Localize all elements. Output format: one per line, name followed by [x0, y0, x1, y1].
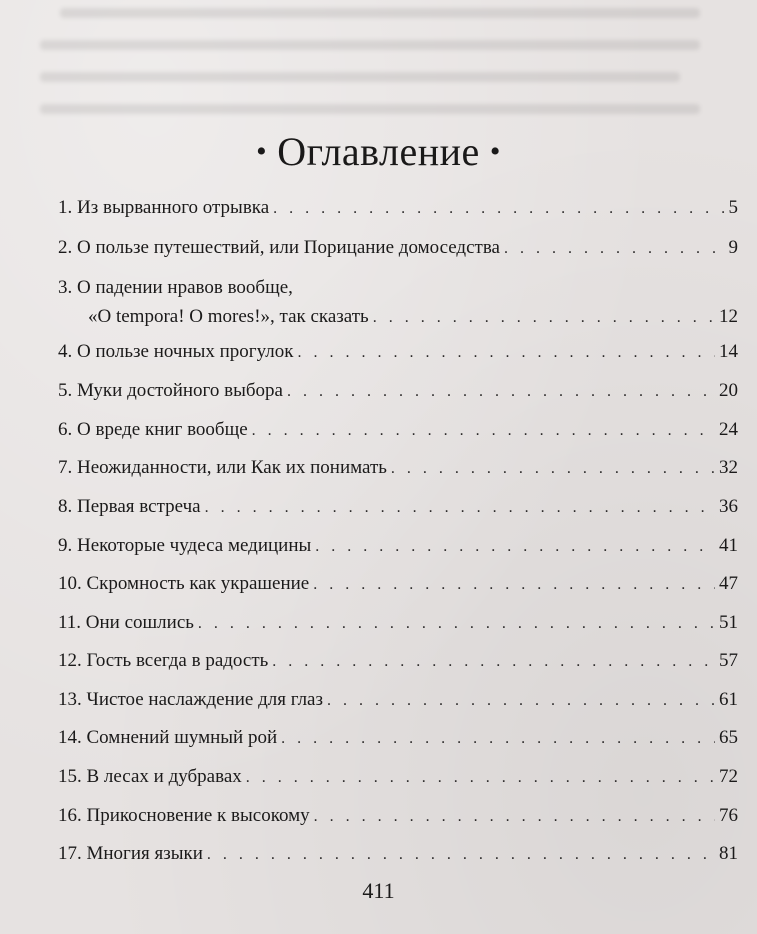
- toc-title-text: Оглавление: [277, 129, 480, 174]
- toc-entry: [58, 456, 738, 481]
- dot-leader: [198, 612, 715, 636]
- toc-entry-number: 17.: [58, 843, 82, 864]
- toc-entry: [58, 572, 738, 597]
- toc-entry-title: Чистое наслаждение для глаз: [86, 689, 323, 710]
- toc-entry-title: Прикосновение к высокому: [86, 805, 310, 826]
- dot-leader: [273, 197, 724, 221]
- toc-entry-number: 12.: [58, 650, 82, 671]
- toc-entry-number: 3.: [58, 277, 73, 298]
- toc-entry-title: Из вырванного отрывка: [77, 197, 270, 218]
- dot-leader: [246, 766, 715, 790]
- toc-entry-page: 47: [719, 573, 738, 594]
- toc-entry-page: 72: [719, 766, 738, 787]
- toc-entry-number: 5.: [58, 380, 73, 401]
- toc-entry-page: 9: [728, 237, 738, 258]
- dot-leader: [272, 650, 715, 674]
- toc-entry-page: 57: [719, 650, 738, 671]
- title-bullet-left: •: [256, 134, 268, 168]
- toc-entry-title: Первая встреча: [77, 496, 201, 517]
- dot-leader: [327, 689, 715, 713]
- toc-entry: [58, 649, 738, 674]
- toc-entry-number: 2.: [58, 237, 73, 258]
- dot-leader: [314, 805, 715, 829]
- toc-entry: [58, 196, 738, 221]
- toc-entry-number: 13.: [58, 689, 82, 710]
- dot-leader: [207, 843, 715, 867]
- toc-entry-page: 81: [719, 843, 738, 864]
- toc-entry-page: 51: [719, 612, 738, 633]
- toc-entry: [58, 688, 738, 713]
- dot-leader: [391, 457, 715, 481]
- toc-entry: [58, 534, 738, 559]
- toc-entry: [58, 842, 738, 867]
- toc-entry: [58, 340, 738, 365]
- dot-leader: [287, 380, 715, 404]
- toc-entry-number: 9.: [58, 535, 73, 556]
- toc-entry: [58, 418, 738, 443]
- toc-entry: [58, 765, 738, 790]
- toc-entry-number: 15.: [58, 766, 82, 787]
- toc-entry-number: 16.: [58, 805, 82, 826]
- toc-entry-page: 12: [719, 306, 738, 327]
- toc-entry-title: О пользе путешествий, или Порицание домоседства: [77, 237, 500, 258]
- toc-entry-number: 14.: [58, 727, 82, 748]
- toc-entry-number: 7.: [58, 457, 73, 478]
- toc-entry-title: О падении нравов вообще,: [77, 277, 293, 298]
- dot-leader: [297, 341, 715, 365]
- toc-entry: [58, 236, 738, 261]
- dot-leader: [281, 727, 715, 751]
- dot-leader: [205, 496, 715, 520]
- toc-entry-title: В лесах и дубравах: [86, 766, 242, 787]
- toc-entry-page: 20: [719, 380, 738, 401]
- toc-entry: [58, 804, 738, 829]
- toc-entry-page: 5: [728, 197, 738, 218]
- toc-entry-page: 32: [719, 457, 738, 478]
- page-number: 411: [362, 878, 395, 903]
- toc-entry-title: О вреде книг вообще: [77, 419, 248, 440]
- toc-entry-page: 65: [719, 727, 738, 748]
- toc-entry-title: Они сошлись: [85, 612, 194, 633]
- toc-entry: [58, 726, 738, 751]
- toc-entry: [58, 276, 738, 330]
- show-through-text: [0, 0, 757, 120]
- toc-title: [0, 128, 757, 175]
- toc-entry-number: 8.: [58, 496, 73, 517]
- toc-entry-page: 76: [719, 805, 738, 826]
- dot-leader: [315, 535, 715, 559]
- toc-entry-page: 61: [719, 689, 738, 710]
- toc-entry-number: 11.: [58, 612, 82, 633]
- dot-leader: [373, 306, 715, 330]
- toc-entry-number: 4.: [58, 341, 73, 362]
- toc-entry-title: Многия языки: [86, 843, 203, 864]
- toc-entry: [58, 495, 738, 520]
- toc-entry-page: 36: [719, 496, 738, 517]
- toc-entry-page: 24: [719, 419, 738, 440]
- toc-entry-title: Скромность как украшение: [86, 573, 310, 594]
- toc-entry-title-continued: «O tempora! O mores!», так сказать: [88, 306, 369, 327]
- toc-entry-title: Гость всегда в радость: [86, 650, 269, 671]
- dot-leader: [252, 419, 715, 443]
- toc-entry-title: Некоторые чудеса медицины: [77, 535, 312, 556]
- toc-entry-title: О пользе ночных прогулок: [77, 341, 294, 362]
- dot-leader: [504, 237, 725, 261]
- toc-entry-page: 41: [719, 535, 738, 556]
- toc-entry-page: 14: [719, 341, 738, 362]
- toc-entry-title: Неожиданности, или Как их понимать: [77, 457, 387, 478]
- toc-entry-number: 1.: [58, 197, 73, 218]
- title-bullet-right: •: [489, 134, 501, 168]
- toc-entry: [58, 611, 738, 636]
- toc-entry-title: Сомнений шумный рой: [86, 727, 278, 748]
- toc-entry: [58, 379, 738, 404]
- dot-leader: [313, 573, 715, 597]
- toc-entry-number: 10.: [58, 573, 82, 594]
- toc-entry-number: 6.: [58, 419, 73, 440]
- toc-entry-title: Муки достойного выбора: [77, 380, 283, 401]
